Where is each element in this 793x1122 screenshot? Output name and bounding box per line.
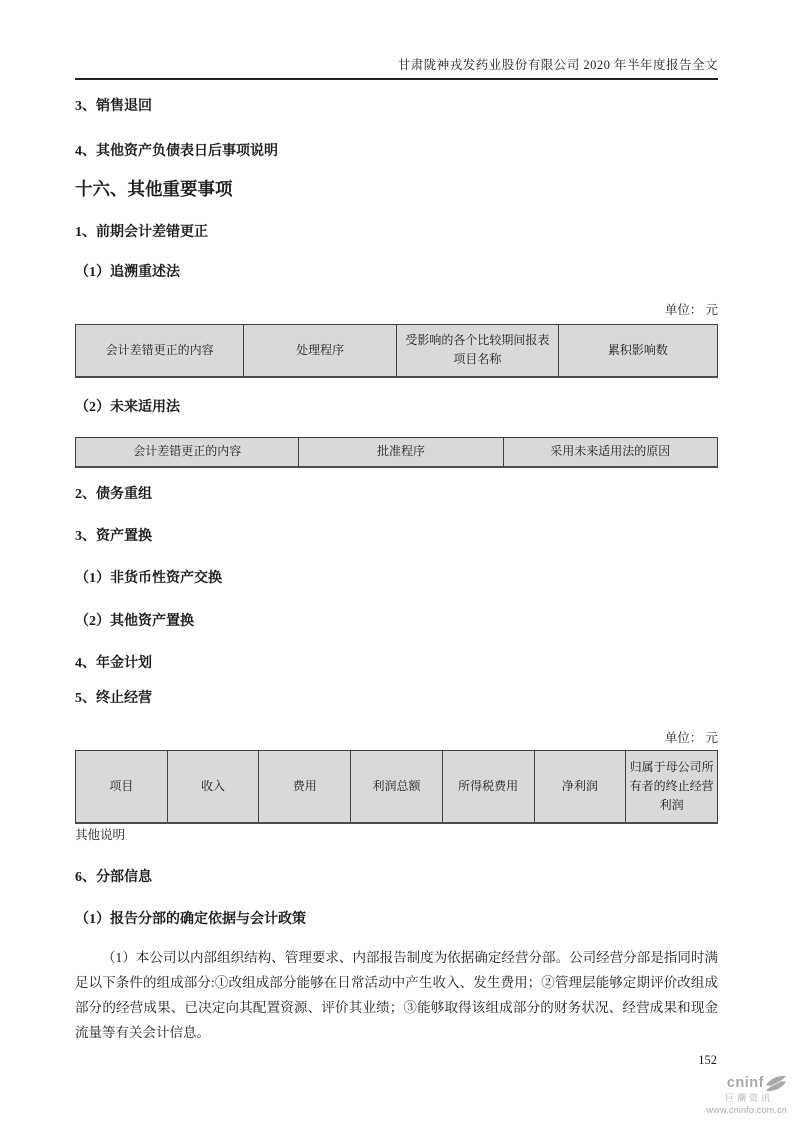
other-note-label: 其他说明 xyxy=(75,827,126,842)
table-header-cell-total-profit: 利润总额 xyxy=(351,751,443,823)
table-header-cell-correction-content: 会计差错更正的内容 xyxy=(76,325,244,377)
table-header-cell-approval-procedure: 批准程序 xyxy=(299,437,503,467)
table-header-row xyxy=(76,325,718,377)
cninfo-chinese-name: 巨潮资讯 xyxy=(724,1093,773,1103)
heading-annuity-plan: 4、年金计划 xyxy=(75,656,152,671)
heading-asset-swap: 3、资产置换 xyxy=(75,529,152,544)
page-content xyxy=(75,0,718,1045)
heading-segment-information: 6、分部信息 xyxy=(75,869,152,885)
heading-retrospective-restatement: （1）追溯重述法 xyxy=(75,265,180,280)
heading-debt-restructuring: 2、债务重组 xyxy=(75,487,152,502)
heading-discontinued-operations: 5、终止经营 xyxy=(75,691,152,706)
table-header-cell-revenue: 收入 xyxy=(167,751,259,823)
heading-segment-basis: （1）报告分部的确定依据与会计政策 xyxy=(75,911,306,927)
discontinued-operations-table xyxy=(75,750,718,824)
page-number: 152 xyxy=(698,1053,717,1067)
table-header-cell-income-tax: 所得税费用 xyxy=(442,751,534,823)
table-header-cell-parent-discontinued-profit: 归属于母公司所有者的终止经营利润 xyxy=(626,751,718,823)
cninfo-swoosh-icon xyxy=(765,1074,787,1093)
cninfo-logo-row xyxy=(677,1074,787,1093)
table-header-row xyxy=(76,437,718,467)
unit-label: 单位： 元 xyxy=(664,303,718,317)
retrospective-restatement-table xyxy=(75,324,718,378)
cninfo-logo xyxy=(677,1074,787,1116)
table-header-cell-item: 项目 xyxy=(76,751,168,823)
table-header-cell-net-profit: 净利润 xyxy=(534,751,626,823)
cninfo-url: www.cninfo.com.cn xyxy=(706,1104,787,1115)
table-header-cell-cumulative-impact: 累积影响数 xyxy=(558,325,717,377)
heading-sales-return: 3、销售退回 xyxy=(75,99,152,114)
heading-prospective-application: （2）未来适用法 xyxy=(75,399,180,415)
table-header-row xyxy=(76,751,718,823)
prospective-application-table xyxy=(75,437,718,469)
unit-label: 单位： 元 xyxy=(664,731,718,745)
table-header-cell-reason: 采用未来适用法的原因 xyxy=(503,437,717,467)
heading-other-asset-swap: （2）其他资产置换 xyxy=(75,614,194,629)
table-header-cell-procedure: 处理程序 xyxy=(244,325,397,377)
segment-basis-paragraph: （1）本公司以内部组织结构、管理要求、内部报告制度为依据确定经营分部。公司经营分部是指同时满足以下条件的组成部分:①改组成部分能够在日常活动中产生收入、发生费用；②管理层能够定期评价改组成部分的经营成果、已决定向其配置资源、评价其业绩；③能够取得该组成部分的财务状况、经营成果和现金流量等有关会计信息。 xyxy=(75,949,718,1040)
heading-post-balance-sheet-events: 4、其他资产负债表日后事项说明 xyxy=(75,144,278,159)
cninfo-brand-text: cninf xyxy=(726,1074,764,1091)
heading-nonmonetary-asset-exchange: （1）非货币性资产交换 xyxy=(75,571,222,586)
running-header: 甘肃陇神戎发药业股份有限公司 2020 年半年度报告全文 xyxy=(75,0,718,80)
table-header-cell-affected-items: 受影响的各个比较期间报表项目名称 xyxy=(396,325,558,377)
heading-prior-period-error-correction: 1、前期会计差错更正 xyxy=(75,225,208,240)
table-header-cell-expense: 费用 xyxy=(259,751,351,823)
heading-chapter-16-other-important-matters: 十六、其他重要事项 xyxy=(75,179,233,199)
table-header-cell-correction-content: 会计差错更正的内容 xyxy=(76,437,299,467)
